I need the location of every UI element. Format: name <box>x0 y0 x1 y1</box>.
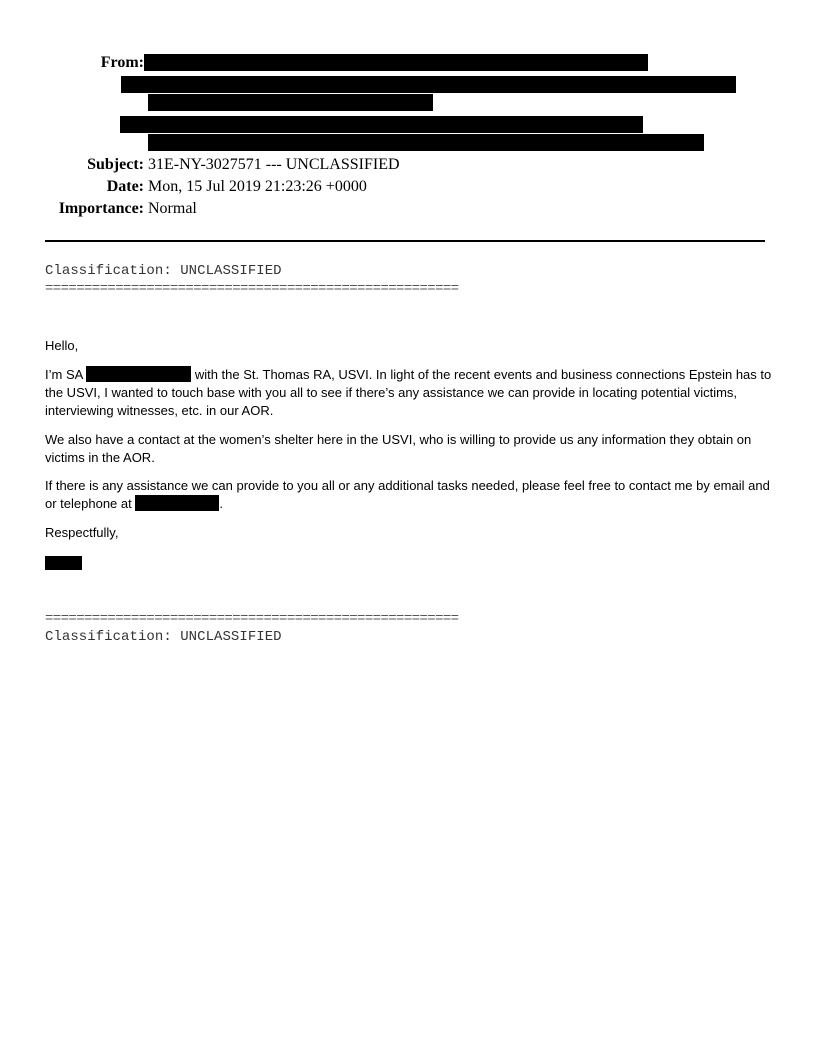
importance-value: Normal <box>148 200 197 217</box>
date-label: Date: <box>106 178 144 195</box>
closing: Respectfully, <box>45 525 119 540</box>
paragraph-3 <box>45 477 773 513</box>
redaction-from-line-2 <box>121 76 736 93</box>
separator-top: ===================================================== <box>45 281 459 297</box>
paragraph-1-start: I’m SA <box>45 367 83 382</box>
redaction-from-line-3 <box>148 94 433 111</box>
paragraph-1-rest: with the St. Thomas RA, USVI. In light of the recent events and business connections Epstein has to the USVI, I wanted to touch base with you all to see if there’s any assistance we can provide in locating potential victims, interviewing witnesses, etc. in our AOR. <box>45 367 772 418</box>
classification-top: Classification: UNCLASSIFIED <box>45 263 282 279</box>
redaction-from-line-4 <box>120 116 643 133</box>
redaction-telephone <box>135 495 219 511</box>
redaction-from-line-1 <box>144 54 648 71</box>
separator-bottom: ===================================================== <box>45 611 459 627</box>
classification-bottom: Classification: UNCLASSIFIED <box>45 629 282 645</box>
subject-value: 31E-NY-3027571 --- UNCLASSIFIED <box>148 156 400 173</box>
subject-label: Subject: <box>87 156 144 173</box>
paragraph-3-end: . <box>219 496 223 511</box>
redaction-agent-name <box>86 366 191 382</box>
redaction-from-line-5 <box>148 134 704 151</box>
paragraph-2: We also have a contact at the women’s shelter here in the USVI, who is willing to provide us any information they obtain on victims in the AOR. <box>45 432 752 465</box>
header-divider <box>45 240 765 242</box>
redaction-signature <box>45 556 82 570</box>
paragraph-1 <box>45 366 773 420</box>
date-value: Mon, 15 Jul 2019 21:23:26 +0000 <box>148 178 367 195</box>
from-label: From: <box>100 54 144 71</box>
importance-label: Importance: <box>58 200 144 217</box>
greeting: Hello, <box>45 338 79 353</box>
paragraph-3-start: If there is any assistance we can provide to you all or any additional tasks needed, please feel free to contact me by email and or telephone at <box>45 478 770 511</box>
